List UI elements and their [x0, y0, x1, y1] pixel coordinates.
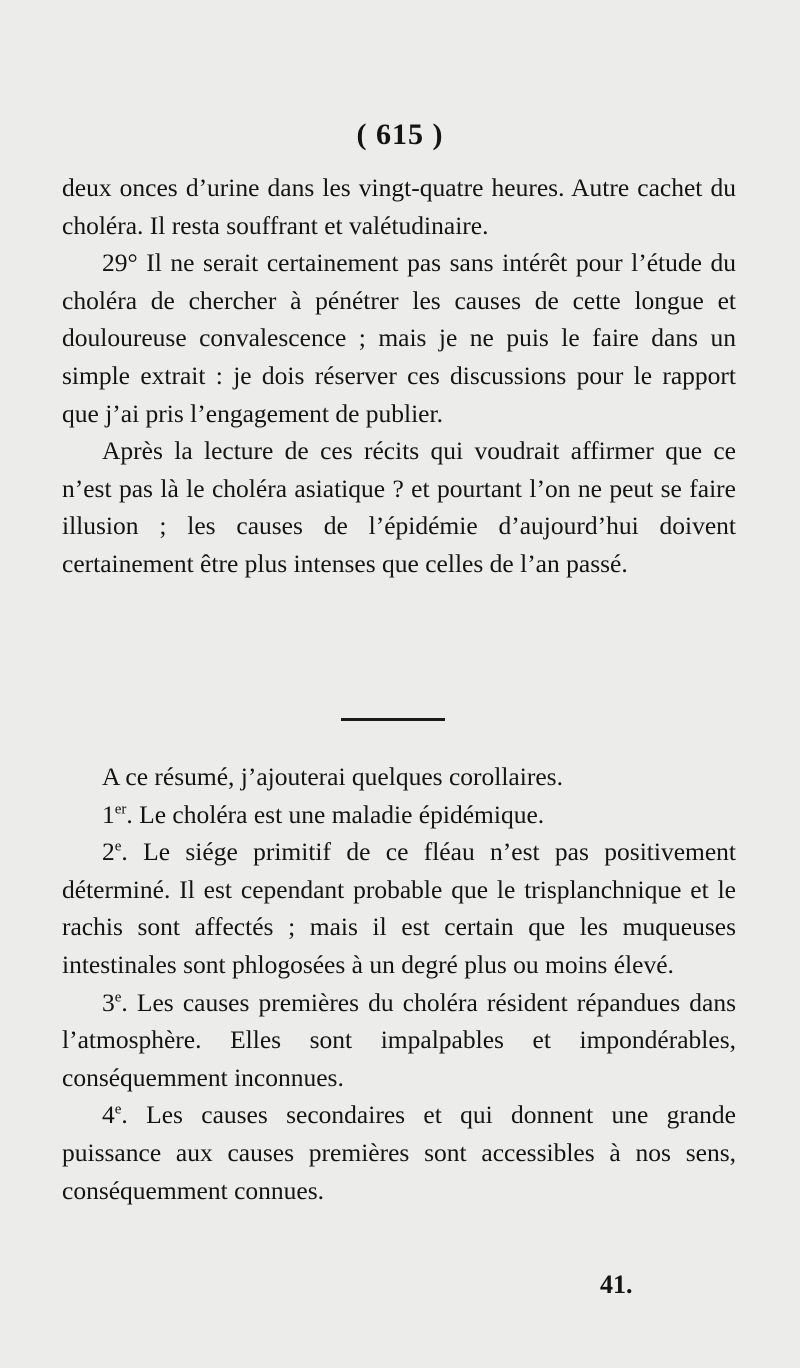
corollary-1-number: 1 [102, 799, 115, 829]
corollary-4-number: 4 [102, 1100, 115, 1130]
corollary-2-text: . Le siége primitif de ce fléau n’est pas positivement déterminé. Il est cependant probable que le trisplanchnique et le rachis sont affectés ; mais il est certain que les muqueuses intestinales sont phlogosées à un degré plus ou moins élevé. [62, 837, 736, 979]
corollary-2 [62, 833, 736, 983]
corollary-4-suffix: e [114, 1101, 122, 1118]
corollaries-intro: A ce résumé, j’ajouterai quelques corollaires. [102, 762, 563, 791]
corollary-4 [62, 1096, 736, 1209]
section-1-text [62, 169, 736, 583]
corollary-3-number: 3 [102, 987, 115, 1017]
corollary-3-text: . Les causes premières du choléra résident répandues dans l’atmosphère. Elles sont impalpables et impondérables, conséquemment inconnues. [62, 987, 736, 1092]
corollary-3 [62, 984, 736, 1097]
corollary-1-text: . Le choléra est une maladie épidémique. [126, 799, 545, 829]
corollary-2-suffix: e [114, 838, 122, 855]
corollary-3-suffix: e [114, 989, 122, 1006]
paragraph-apres: Après la lecture de ces récits qui voudrait affirmer que ce n’est pas là le choléra asiatique ? et pourtant l’on ne peut se faire illusion ; les causes de l’épidémie d’aujourd’hui doivent certainement être plus intenses que celles de l’an passé. [62, 436, 736, 578]
corollary-1 [62, 796, 736, 834]
section-divider [341, 718, 445, 721]
paragraph-continuation: deux onces d’urine dans les vingt-quatre heures. Autre cachet du choléra. Il resta souffrant et valétudinaire. [62, 173, 736, 240]
corollary-4-text: . Les causes secondaires et qui donnent une grande puissance aux causes premières sont accessibles à nos sens, conséquemment connues. [62, 1100, 736, 1205]
corollary-2-number: 2 [102, 837, 115, 867]
signature-mark: 41. [600, 1270, 633, 1299]
paragraph-29: 29° Il ne serait certainement pas sans intérêt pour l’étude du choléra de chercher à pénétrer les causes de cette longue et douloureuse convalescence ; mais je ne puis le faire dans un simple extrait : je dois réserver ces discussions pour le rapport que j’ai pris l’engagement de publier. [62, 248, 736, 428]
page-number: ( 615 ) [356, 118, 444, 151]
corollary-1-suffix: er [114, 801, 127, 818]
section-2-text [62, 758, 736, 1209]
